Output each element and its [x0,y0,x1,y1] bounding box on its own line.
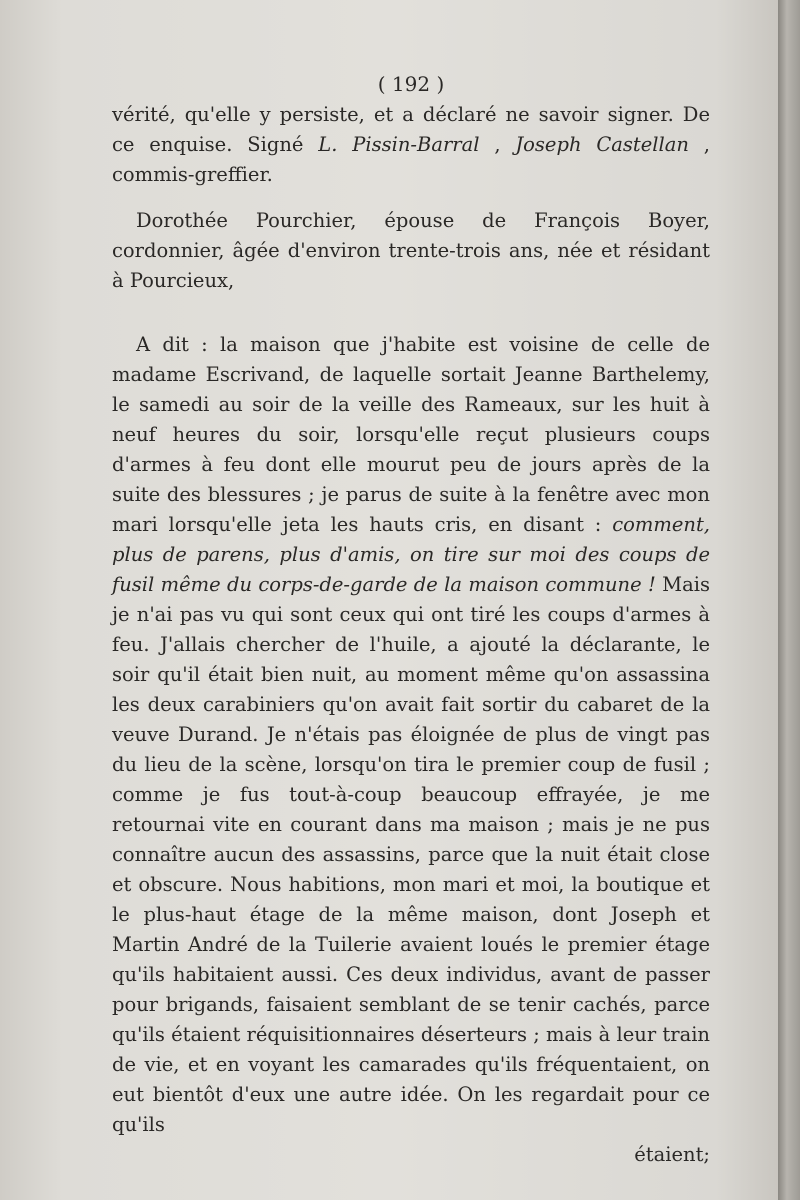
paragraph-3-text: A dit : la maison que j'habite est voisine de celle de madame Escrivand, de laquelle sortait Jeanne Barthelemy, le samedi au soir de la veille des Rameaux, sur les huit à neuf heures du soir, lorsqu'elle reçut plusieurs coups d'armes à feu dont elle mourut peu de jours après de la suite des blessures ; je parus de suite à la fenêtre avec mon mari lorsqu'elle jeta les hauts cris, en disant : [112,333,710,536]
signer-1: L. Pissin-Barral [318,133,480,156]
quoted-cry: comment, plus de parens, plus d'amis, on tire sur moi des coups de fusil même du corps-de-garde de la maison commune ! [112,513,710,596]
signer-separator: , [479,133,516,156]
page-text [112,70,710,1170]
page-edge [778,0,800,1200]
signer-2: Joseph Castellan [515,133,689,156]
paragraph-3 [112,330,710,1140]
paragraph-1 [112,100,710,190]
page-number: ( 192 ) [377,72,445,96]
paragraph-3-rest: Mais je n'ai pas vu qui sont ceux qui ont tiré les coups d'armes à feu. J'allais chercher de l'huile, a ajouté la déclarante, le soir qu'il était bien nuit, au moment même qu'on assassina les deux carabiniers qu'on avait fait sortir du cabaret de la veuve Durand. Je n'étais pas éloignée de plus de vingt pas du lieu de la scène, lorsqu'on tira le premier coup de fusil ; comme je fus tout-à-coup beaucoup effrayée, je me retournai vite en courant dans ma maison ; mais je ne pus connaître aucun des assassins, parce que la nuit était close et obscure. Nous habitions, mon mari et moi, la boutique et le plus-haut étage de la même maison, dont Joseph et Martin André de la Tuilerie avaient loués le premier étage qu'ils habitaient aussi. Ces deux individus, avant de passer pour brigands, faisaient semblant de se tenir cachés, parce qu'ils étaient réquisitionnaires déserteurs ; mais à leur train de vie, et en voyant les camarades qu'ils fréquentaient, on eut bientôt d'eux une autre idée. On les regardait pour ce qu'ils [112,573,710,1136]
paragraph-1-end: , commis-greffier. [112,133,710,186]
catchword: étaient; [634,1143,710,1166]
paragraph-2: Dorothée Pourchier, épouse de François Boyer, cordonnier, âgée d'environ trente-trois ans, née et résidant à Pourcieux, [112,209,710,292]
paragraph-1-text: vérité, qu'elle y persiste, et a déclaré ne savoir signer. De ce enquise. Signé [112,103,710,156]
